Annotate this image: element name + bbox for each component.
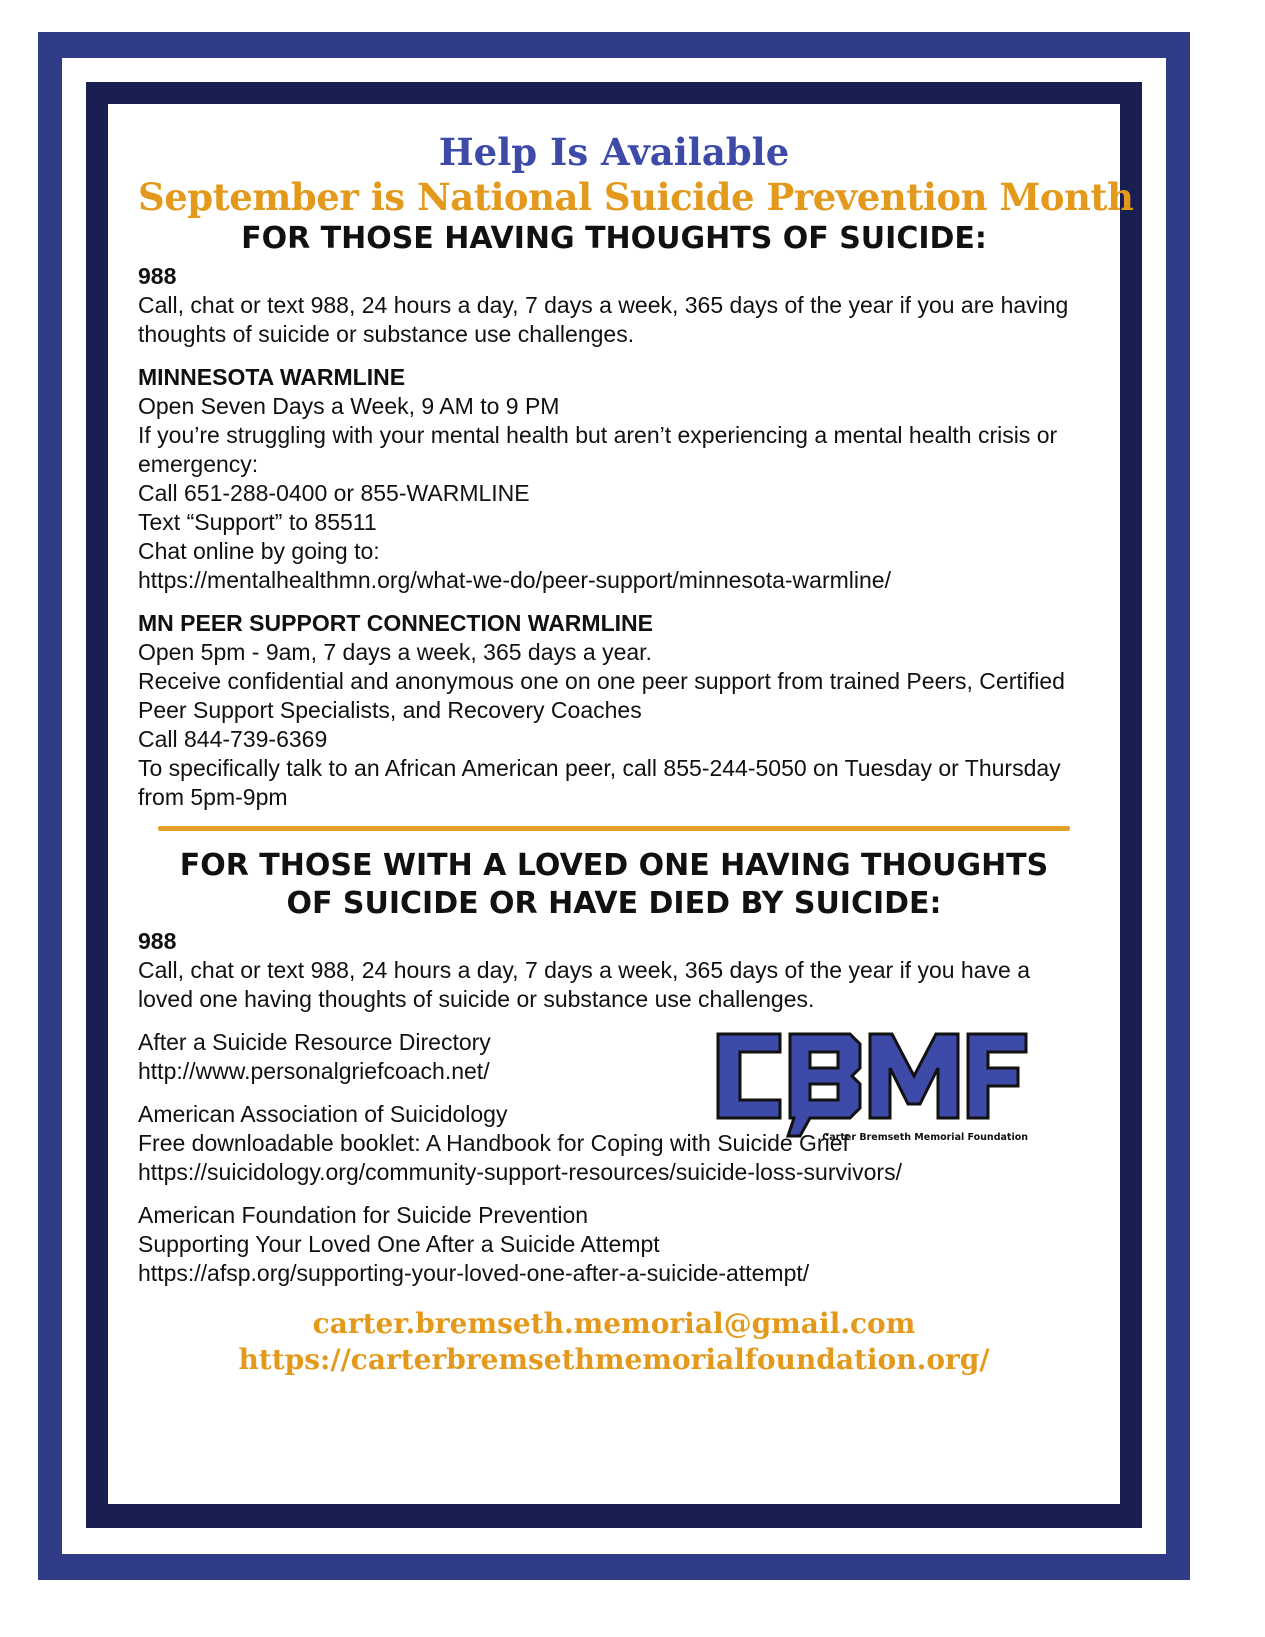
resource-988-description: Call, chat or text 988, 24 hours a day, 7 days a week, 365 days of the year if you are having thoughts of suicide or substance use challenges. [138, 292, 1069, 347]
peer-support-phone: Call 844-739-6369 [138, 726, 328, 752]
flyer-panel [108, 104, 1134, 1504]
section-heading-loved-one-2: OF SUICIDE OR HAVE DIED BY SUICIDE: [286, 886, 942, 921]
contact-email[interactable]: carter.bremseth.memorial@gmail.com [312, 1307, 916, 1340]
resource-988 [138, 262, 1090, 349]
aas-booklet: Free downloadable booklet: A Handbook for Coping with Suicide Grief [138, 1130, 849, 1156]
afsp-url[interactable]: https://afsp.org/supporting-your-loved-one-after-a-suicide-attempt/ [138, 1260, 810, 1286]
resource-988-loved-one [138, 927, 1090, 1014]
page-title: Help Is Available [438, 130, 790, 174]
resource-988-loved-one-name: 988 [138, 928, 177, 954]
bottom-resources [138, 1028, 1090, 1288]
aas-url[interactable]: https://suicidology.org/community-support-resources/suicide-loss-survivors/ [138, 1159, 902, 1185]
mn-warmline-text: Text “Support” to 85511 [138, 509, 377, 535]
section-heading-thoughts: FOR THOSE HAVING THOUGHTS OF SUICIDE: [241, 221, 987, 256]
mn-warmline-eligibility: If you’re struggling with your mental health but aren’t experiencing a mental health crisis or emergency: [138, 422, 1058, 477]
peer-support-african-american: To specifically talk to an African American peer, call 855-244-5050 on Tuesday or Thursday from 5pm-9pm [138, 755, 1061, 810]
mn-warmline-url[interactable]: https://mentalhealthmn.org/what-we-do/peer-support/minnesota-warmline/ [138, 567, 891, 593]
resource-mn-warmline [138, 363, 1090, 595]
mn-warmline-chat: Chat online by going to: [138, 538, 380, 564]
logo-tagline: Carter Bremseth Memorial Foundation [822, 1132, 1028, 1143]
peer-support-description: Receive confidential and anonymous one on one peer support from trained Peers, Certified Peer Support Specialists, and Recovery Coaches [138, 668, 1065, 723]
mn-warmline-phone: Call 651-288-0400 or 855-WARMLINE [138, 480, 530, 506]
section-heading-loved-one-1: FOR THOSE WITH A LOVED ONE HAVING THOUGHTS [179, 848, 1049, 883]
contact-website[interactable]: https://carterbremsethmemorialfoundation.org/ [238, 1343, 990, 1376]
resource-988-name: 988 [138, 263, 177, 289]
directory-url[interactable]: http://www.personalgriefcoach.net/ [138, 1058, 490, 1084]
resource-afsp [138, 1201, 1090, 1288]
section-divider [158, 826, 1070, 831]
peer-support-name: MN PEER SUPPORT CONNECTION WARMLINE [138, 610, 653, 636]
cbmf-logo [710, 1028, 1030, 1146]
peer-support-hours: Open 5pm - 9am, 7 days a week, 365 days a year. [138, 639, 652, 665]
afsp-line: Supporting Your Loved One After a Suicide Attempt [138, 1231, 660, 1257]
mn-warmline-name: MINNESOTA WARMLINE [138, 364, 406, 390]
afsp-name: American Foundation for Suicide Prevention [138, 1202, 589, 1228]
page-subtitle: September is National Suicide Prevention Month [138, 175, 1134, 219]
aas-name: American Association of Suicidology [138, 1101, 508, 1127]
directory-name: After a Suicide Resource Directory [138, 1029, 491, 1055]
mn-warmline-hours: Open Seven Days a Week, 9 AM to 9 PM [138, 393, 560, 419]
resource-peer-support [138, 609, 1090, 812]
resource-988-loved-one-description: Call, chat or text 988, 24 hours a day, 7 days a week, 365 days of the year if you have a loved one having thoughts of suicide or substance use challenges. [138, 957, 1030, 1012]
